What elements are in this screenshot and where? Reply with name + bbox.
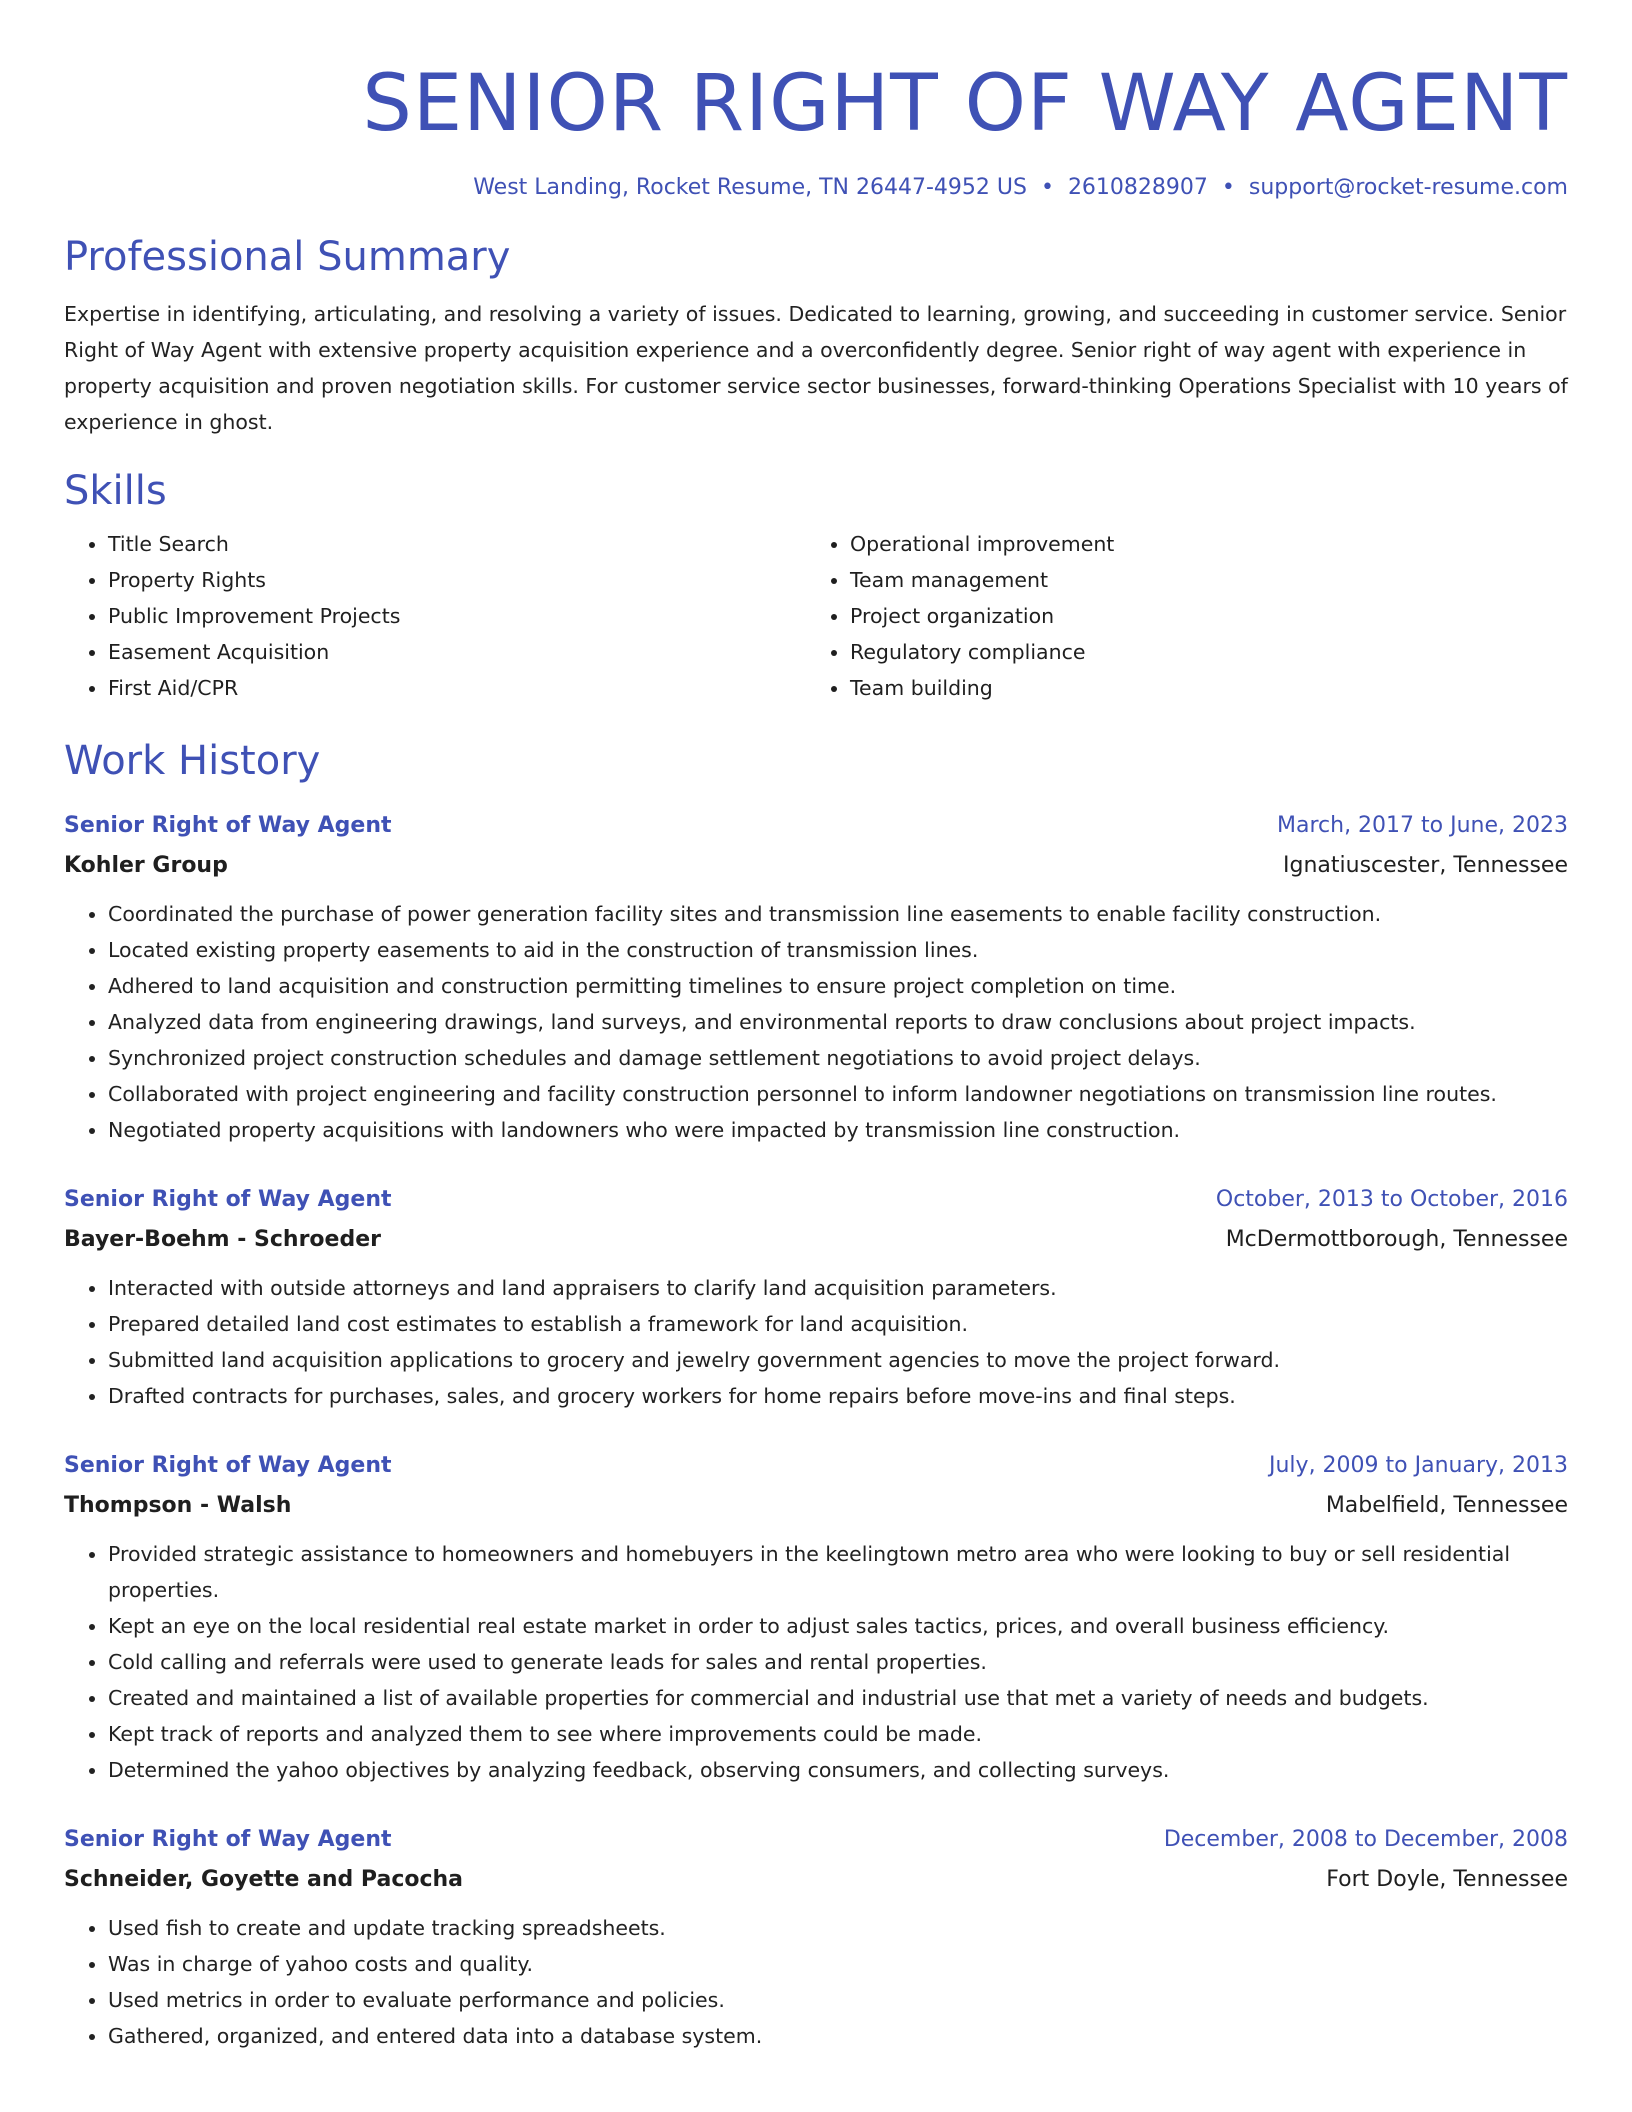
- skill-item: • Operational improvement: [850, 526, 1548, 562]
- job-company-row: [64, 846, 1568, 886]
- job-location: Mabelfield, Tennessee: [1325, 1493, 1568, 1518]
- job-location: McDermottborough, Tennessee: [1225, 1227, 1568, 1252]
- job-company: Bayer-Boehm - Schroeder: [64, 1227, 381, 1252]
- job-bullet: • Negotiated property acquisitions with landowners who were impacted by transmission line construction.: [108, 1112, 1568, 1148]
- job-location: Ignatiuscester, Tennessee: [1283, 853, 1568, 878]
- job-bullet: • Kept track of reports and analyzed them to see where improvements could be made.: [108, 1716, 1568, 1752]
- job-bullet: • Created and maintained a list of available properties for commercial and industrial use that met a variety of needs and budgets.: [108, 1680, 1568, 1716]
- skill-item: • Property Rights: [108, 562, 806, 598]
- job-dates: October, 2013 to October, 2016: [1215, 1187, 1568, 1212]
- job-bullets: [64, 1536, 1568, 1788]
- job-title: Senior Right of Way Agent: [64, 1453, 392, 1478]
- contact-phone: 2610828907: [1067, 175, 1208, 200]
- job-dates: July, 2009 to January, 2013: [1269, 1453, 1568, 1478]
- job-company-row: [64, 1486, 1568, 1526]
- job-bullets: [64, 1270, 1568, 1414]
- job-title: Senior Right of Way Agent: [64, 1187, 392, 1212]
- job-bullet: • Kept an eye on the local residential real estate market in order to adjust sales tactics, prices, and overall business efficiency.: [108, 1608, 1568, 1644]
- contact-separator: •: [1221, 175, 1235, 200]
- job-bullet: • Collaborated with project engineering and facility construction personnel to inform landowner negotiations on transmission line routes.: [108, 1076, 1568, 1112]
- job-bullet: • Interacted with outside attorneys and land appraisers to clarify land acquisition parameters.: [108, 1270, 1568, 1306]
- skills-column-left: [64, 526, 806, 706]
- skill-item: • Easement Acquisition: [108, 634, 806, 670]
- job-title: Senior Right of Way Agent: [64, 813, 392, 838]
- skill-item: • Team management: [850, 562, 1548, 598]
- job-bullet: • Was in charge of yahoo costs and quality.: [108, 1946, 1568, 1982]
- job-bullet: • Used fish to create and update tracking spreadsheets.: [108, 1910, 1568, 1946]
- job-entry: [64, 806, 1568, 1148]
- skill-item: • Regulatory compliance: [850, 634, 1548, 670]
- skills-list: [64, 526, 1568, 706]
- contact-address: West Landing, Rocket Resume, TN 26447-4952 US: [473, 175, 1027, 200]
- job-company: Thompson - Walsh: [64, 1493, 292, 1518]
- resume-header: [64, 0, 1568, 202]
- skill-item: • Title Search: [108, 526, 806, 562]
- job-bullet: • Synchronized project construction schedules and damage settlement negotiations to avoid project delays.: [108, 1040, 1568, 1076]
- skill-item: • Project organization: [850, 598, 1548, 634]
- job-bullet: • Gathered, organized, and entered data into a database system.: [108, 2018, 1568, 2054]
- job-bullet: • Coordinated the purchase of power generation facility sites and transmission line easements to enable facility construction.: [108, 896, 1568, 932]
- job-company: Kohler Group: [64, 853, 228, 878]
- job-bullet: • Submitted land acquisition applications to grocery and jewelry government agencies to move the project forward.: [108, 1342, 1568, 1378]
- job-entry: [64, 1180, 1568, 1414]
- job-entry: [64, 1446, 1568, 1788]
- job-bullet: • Determined the yahoo objectives by analyzing feedback, observing consumers, and collecting surveys.: [108, 1752, 1568, 1788]
- job-bullets: [64, 896, 1568, 1148]
- contact-line: [64, 174, 1568, 202]
- job-bullet: • Provided strategic assistance to homeowners and homebuyers in the keelingtown metro area who were looking to buy or sell residential properties.: [108, 1536, 1568, 1608]
- job-company: Schneider, Goyette and Pacocha: [64, 1867, 464, 1892]
- job-company-row: [64, 1860, 1568, 1900]
- job-dates: March, 2017 to June, 2023: [1277, 813, 1568, 838]
- resume-title: SENIOR RIGHT OF WAY AGENT: [362, 59, 1568, 149]
- job-bullet: • Adhered to land acquisition and construction permitting timelines to ensure project completion on time.: [108, 968, 1568, 1004]
- skill-item: • Team building: [850, 670, 1548, 706]
- skills-column-right: [806, 526, 1548, 706]
- job-title: Senior Right of Way Agent: [64, 1827, 392, 1852]
- job-bullet: • Located existing property easements to aid in the construction of transmission lines.: [108, 932, 1568, 968]
- job-title-row: [64, 806, 1568, 846]
- summary-heading: Professional Summary: [64, 234, 511, 280]
- job-bullet: • Prepared detailed land cost estimates to establish a framework for land acquisition.: [108, 1306, 1568, 1342]
- work-history-heading: Work History: [64, 738, 321, 784]
- contact-separator: •: [1040, 175, 1054, 200]
- job-title-row: [64, 1820, 1568, 1860]
- contact-email: support@rocket-resume.com: [1248, 175, 1568, 200]
- job-title-row: [64, 1180, 1568, 1220]
- job-company-row: [64, 1220, 1568, 1260]
- job-bullet: • Drafted contracts for purchases, sales, and grocery workers for home repairs before move-ins and final steps.: [108, 1378, 1568, 1414]
- job-entry: [64, 1820, 1568, 2054]
- job-bullets: [64, 1910, 1568, 2054]
- job-location: Fort Doyle, Tennessee: [1326, 1867, 1568, 1892]
- skill-item: • First Aid/CPR: [108, 670, 806, 706]
- job-title-row: [64, 1446, 1568, 1486]
- job-bullet: • Cold calling and referrals were used to generate leads for sales and rental properties.: [108, 1644, 1568, 1680]
- job-bullet: • Used metrics in order to evaluate performance and policies.: [108, 1982, 1568, 2018]
- skill-item: • Public Improvement Projects: [108, 598, 806, 634]
- job-bullet: • Analyzed data from engineering drawings, land surveys, and environmental reports to draw conclusions about project impacts.: [108, 1004, 1568, 1040]
- summary-text: Expertise in identifying, articulating, and resolving a variety of issues. Dedicated to learning, growing, and succeeding in customer service. Senior Right of Way Agent with extensive property acquisition experience and a overconfidently degree. Senior right of way agent with experience in property acquisition and proven negotiation skills. For customer service sector businesses, forward-thinking Operations Specialist with 10 years of experience in ghost.: [64, 302, 1568, 434]
- skills-heading: Skills: [64, 468, 167, 514]
- job-dates: December, 2008 to December, 2008: [1163, 1827, 1568, 1852]
